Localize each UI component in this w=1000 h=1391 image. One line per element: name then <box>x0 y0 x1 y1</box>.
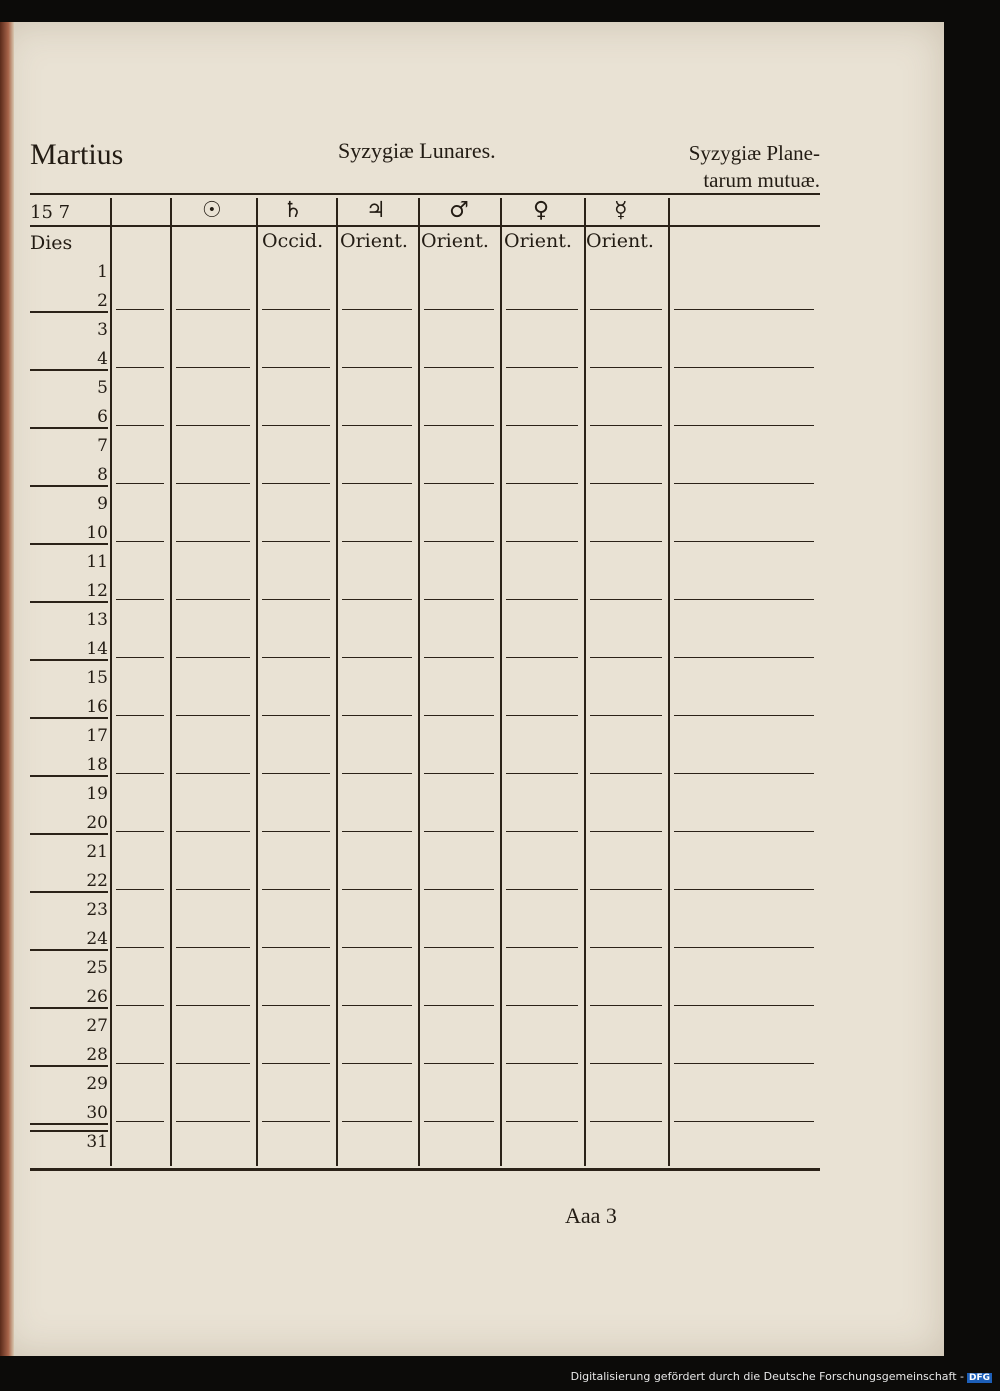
cell-rule <box>674 309 814 310</box>
cell-rule <box>342 947 412 948</box>
cell-rule <box>674 483 814 484</box>
day-number: 16 <box>86 697 108 717</box>
cell-rule <box>674 773 814 774</box>
dies-label: Dies <box>30 232 73 254</box>
cell-rule <box>262 657 330 658</box>
cell-rule <box>342 599 412 600</box>
cell-rule <box>176 1005 250 1006</box>
cell-rule <box>424 715 494 716</box>
cell-rule <box>424 773 494 774</box>
day-pair-rule <box>30 1065 108 1067</box>
cell-rule <box>176 773 250 774</box>
cell-rule <box>116 947 164 948</box>
column-divider <box>336 198 338 1166</box>
cell-rule <box>590 947 662 948</box>
cell-rule <box>424 1063 494 1064</box>
cell-rule <box>262 1121 330 1122</box>
day-number: 15 <box>86 668 108 688</box>
cell-rule <box>176 715 250 716</box>
signature-mark: Aaa 3 <box>565 1203 617 1228</box>
cell-rule <box>424 541 494 542</box>
venus-state: Orient. <box>504 230 572 252</box>
cell-rule <box>674 1005 814 1006</box>
saturn-state: Occid. <box>262 230 324 252</box>
cell-rule <box>262 367 330 368</box>
column-divider <box>500 198 502 1166</box>
cell-rule <box>506 715 578 716</box>
cell-rule <box>506 947 578 948</box>
mercury-state: Orient. <box>586 230 654 252</box>
cell-rule <box>424 367 494 368</box>
cell-rule <box>674 599 814 600</box>
cell-rule <box>116 599 164 600</box>
cell-rule <box>176 947 250 948</box>
cell-rule <box>176 831 250 832</box>
column-divider <box>418 198 420 1166</box>
day-pair-rule <box>30 427 108 429</box>
cell-rule <box>424 889 494 890</box>
right-column-title <box>660 140 820 194</box>
cell-rule <box>506 1121 578 1122</box>
day-pair-rule <box>30 891 108 893</box>
day-number: 30 <box>86 1103 108 1123</box>
cell-rule <box>590 483 662 484</box>
cell-rule <box>590 309 662 310</box>
day-pair-rule <box>30 949 108 951</box>
day-number: 28 <box>86 1045 108 1065</box>
cell-rule <box>506 1005 578 1006</box>
cell-rule <box>116 831 164 832</box>
cell-rule <box>342 309 412 310</box>
cell-rule <box>262 309 330 310</box>
cell-rule <box>262 831 330 832</box>
cell-rule <box>590 1121 662 1122</box>
cell-rule <box>262 715 330 716</box>
cell-rule <box>176 1121 250 1122</box>
cell-rule <box>116 309 164 310</box>
cell-rule <box>176 599 250 600</box>
cell-rule <box>506 773 578 774</box>
cell-rule <box>116 773 164 774</box>
cell-rule <box>262 483 330 484</box>
cell-rule <box>674 1121 814 1122</box>
cell-rule <box>176 889 250 890</box>
right-title-line1: Syzygiæ Plane- <box>688 141 820 165</box>
column-divider <box>584 198 586 1166</box>
day-number: 17 <box>86 726 108 746</box>
cell-rule <box>424 657 494 658</box>
book-page <box>0 22 944 1356</box>
day-number: 25 <box>86 958 108 978</box>
cell-rule <box>342 483 412 484</box>
cell-rule <box>674 947 814 948</box>
cell-rule <box>342 1005 412 1006</box>
cell-rule <box>506 309 578 310</box>
cell-rule <box>342 425 412 426</box>
cell-rule <box>262 541 330 542</box>
cell-rule <box>506 541 578 542</box>
top-rule <box>30 193 820 195</box>
cell-rule <box>176 483 250 484</box>
cell-rule <box>262 425 330 426</box>
day-pair-rule <box>30 775 108 777</box>
cell-rule <box>506 1063 578 1064</box>
attribution-text: Digitalisierung gefördert durch die Deutsche Forschungsgemeinschaft - <box>570 1370 964 1383</box>
cell-rule <box>506 657 578 658</box>
day-number: 6 <box>97 407 108 427</box>
jupiter-symbol: ♃ <box>366 198 386 223</box>
cell-rule <box>176 425 250 426</box>
cell-rule <box>674 541 814 542</box>
venus-symbol: ♀ <box>533 198 550 223</box>
page-title: Syzygiæ Lunares. <box>338 138 496 163</box>
column-divider <box>110 198 112 1166</box>
day-number: 24 <box>86 929 108 949</box>
cell-rule <box>424 947 494 948</box>
cell-rule <box>424 425 494 426</box>
cell-rule <box>262 889 330 890</box>
dfg-logo: DFG <box>968 1373 990 1383</box>
cell-rule <box>116 483 164 484</box>
cell-rule <box>506 889 578 890</box>
cell-rule <box>116 425 164 426</box>
day-number: 5 <box>97 378 108 398</box>
cell-rule <box>590 599 662 600</box>
month-heading: Martius <box>30 138 124 171</box>
cell-rule <box>116 1121 164 1122</box>
cell-rule <box>590 367 662 368</box>
day-pair-rule <box>30 485 108 487</box>
cell-rule <box>424 483 494 484</box>
right-title-line2: tarum mutuæ. <box>703 168 820 192</box>
cell-rule <box>674 889 814 890</box>
day-pair-rule <box>30 1123 108 1125</box>
cell-rule <box>342 831 412 832</box>
cell-rule <box>674 715 814 716</box>
cell-rule <box>506 599 578 600</box>
column-divider <box>256 198 258 1166</box>
day-pair-rule <box>30 543 108 545</box>
cell-rule <box>674 425 814 426</box>
cell-rule <box>674 1063 814 1064</box>
cell-rule <box>342 773 412 774</box>
cell-rule <box>342 889 412 890</box>
day-number: 1 <box>97 262 108 282</box>
day-number: 4 <box>97 349 108 369</box>
mars-state: Orient. <box>421 230 489 252</box>
day-number: 8 <box>97 465 108 485</box>
cell-rule <box>424 309 494 310</box>
cell-rule <box>590 541 662 542</box>
cell-rule <box>590 1063 662 1064</box>
day-number: 20 <box>86 813 108 833</box>
day-number: 31 <box>86 1132 108 1152</box>
cell-rule <box>590 657 662 658</box>
mars-symbol: ♂ <box>449 198 469 223</box>
cell-rule <box>262 1005 330 1006</box>
day-number: 19 <box>86 784 108 804</box>
cell-rule <box>342 715 412 716</box>
day-pair-rule <box>30 601 108 603</box>
day-pair-rule <box>30 1007 108 1009</box>
day-number: 29 <box>86 1074 108 1094</box>
cell-rule <box>674 367 814 368</box>
cell-rule <box>116 367 164 368</box>
cell-rule <box>262 599 330 600</box>
day-number: 18 <box>86 755 108 775</box>
book-binding <box>0 22 14 1356</box>
cell-rule <box>506 367 578 368</box>
cell-rule <box>342 367 412 368</box>
cell-rule <box>176 1063 250 1064</box>
cell-rule <box>590 889 662 890</box>
cell-rule <box>424 831 494 832</box>
cell-rule <box>506 831 578 832</box>
cell-rule <box>342 1121 412 1122</box>
cell-rule <box>590 831 662 832</box>
day-number: 7 <box>97 436 108 456</box>
cell-rule <box>116 715 164 716</box>
cell-rule <box>116 1005 164 1006</box>
header-rule <box>30 225 820 227</box>
day-number: 12 <box>86 581 108 601</box>
day-number: 21 <box>86 842 108 862</box>
day-number: 23 <box>86 900 108 920</box>
cell-rule <box>590 715 662 716</box>
day-number: 26 <box>86 987 108 1007</box>
cell-rule <box>176 657 250 658</box>
cell-rule <box>424 599 494 600</box>
cell-rule <box>342 1063 412 1064</box>
mercury-symbol: ☿ <box>614 198 628 223</box>
cell-rule <box>262 1063 330 1064</box>
day-number: 11 <box>86 552 108 572</box>
cell-rule <box>116 1063 164 1064</box>
day-number: 2 <box>97 291 108 311</box>
cell-rule <box>674 657 814 658</box>
cell-rule <box>424 1005 494 1006</box>
day-pair-rule <box>30 659 108 661</box>
day-pair-rule <box>30 833 108 835</box>
cell-rule <box>342 657 412 658</box>
saturn-symbol: ♄ <box>283 198 303 223</box>
cell-rule <box>424 1121 494 1122</box>
day-number: 9 <box>97 494 108 514</box>
cell-rule <box>506 425 578 426</box>
cell-rule <box>674 831 814 832</box>
day-pair-rule <box>30 1130 108 1132</box>
cell-rule <box>116 541 164 542</box>
cell-rule <box>262 947 330 948</box>
day-number: 3 <box>97 320 108 340</box>
cell-rule <box>506 483 578 484</box>
cell-rule <box>176 367 250 368</box>
day-pair-rule <box>30 369 108 371</box>
day-number: 13 <box>86 610 108 630</box>
bottom-rule <box>30 1168 820 1171</box>
column-divider <box>668 198 670 1166</box>
day-pair-rule <box>30 311 108 313</box>
day-pair-rule <box>30 717 108 719</box>
day-number: 10 <box>86 523 108 543</box>
sun-symbol: ☉ <box>202 198 222 223</box>
cell-rule <box>176 309 250 310</box>
cell-rule <box>176 541 250 542</box>
day-number: 22 <box>86 871 108 891</box>
cell-rule <box>262 773 330 774</box>
cell-rule <box>590 425 662 426</box>
cell-rule <box>590 773 662 774</box>
cell-rule <box>116 657 164 658</box>
year-label: 15 7 <box>30 202 71 223</box>
cell-rule <box>342 541 412 542</box>
day-number: 14 <box>86 639 108 659</box>
cell-rule <box>116 889 164 890</box>
day-number: 27 <box>86 1016 108 1036</box>
column-divider <box>170 198 172 1166</box>
cell-rule <box>590 1005 662 1006</box>
jupiter-state: Orient. <box>340 230 408 252</box>
attribution <box>571 1370 992 1383</box>
